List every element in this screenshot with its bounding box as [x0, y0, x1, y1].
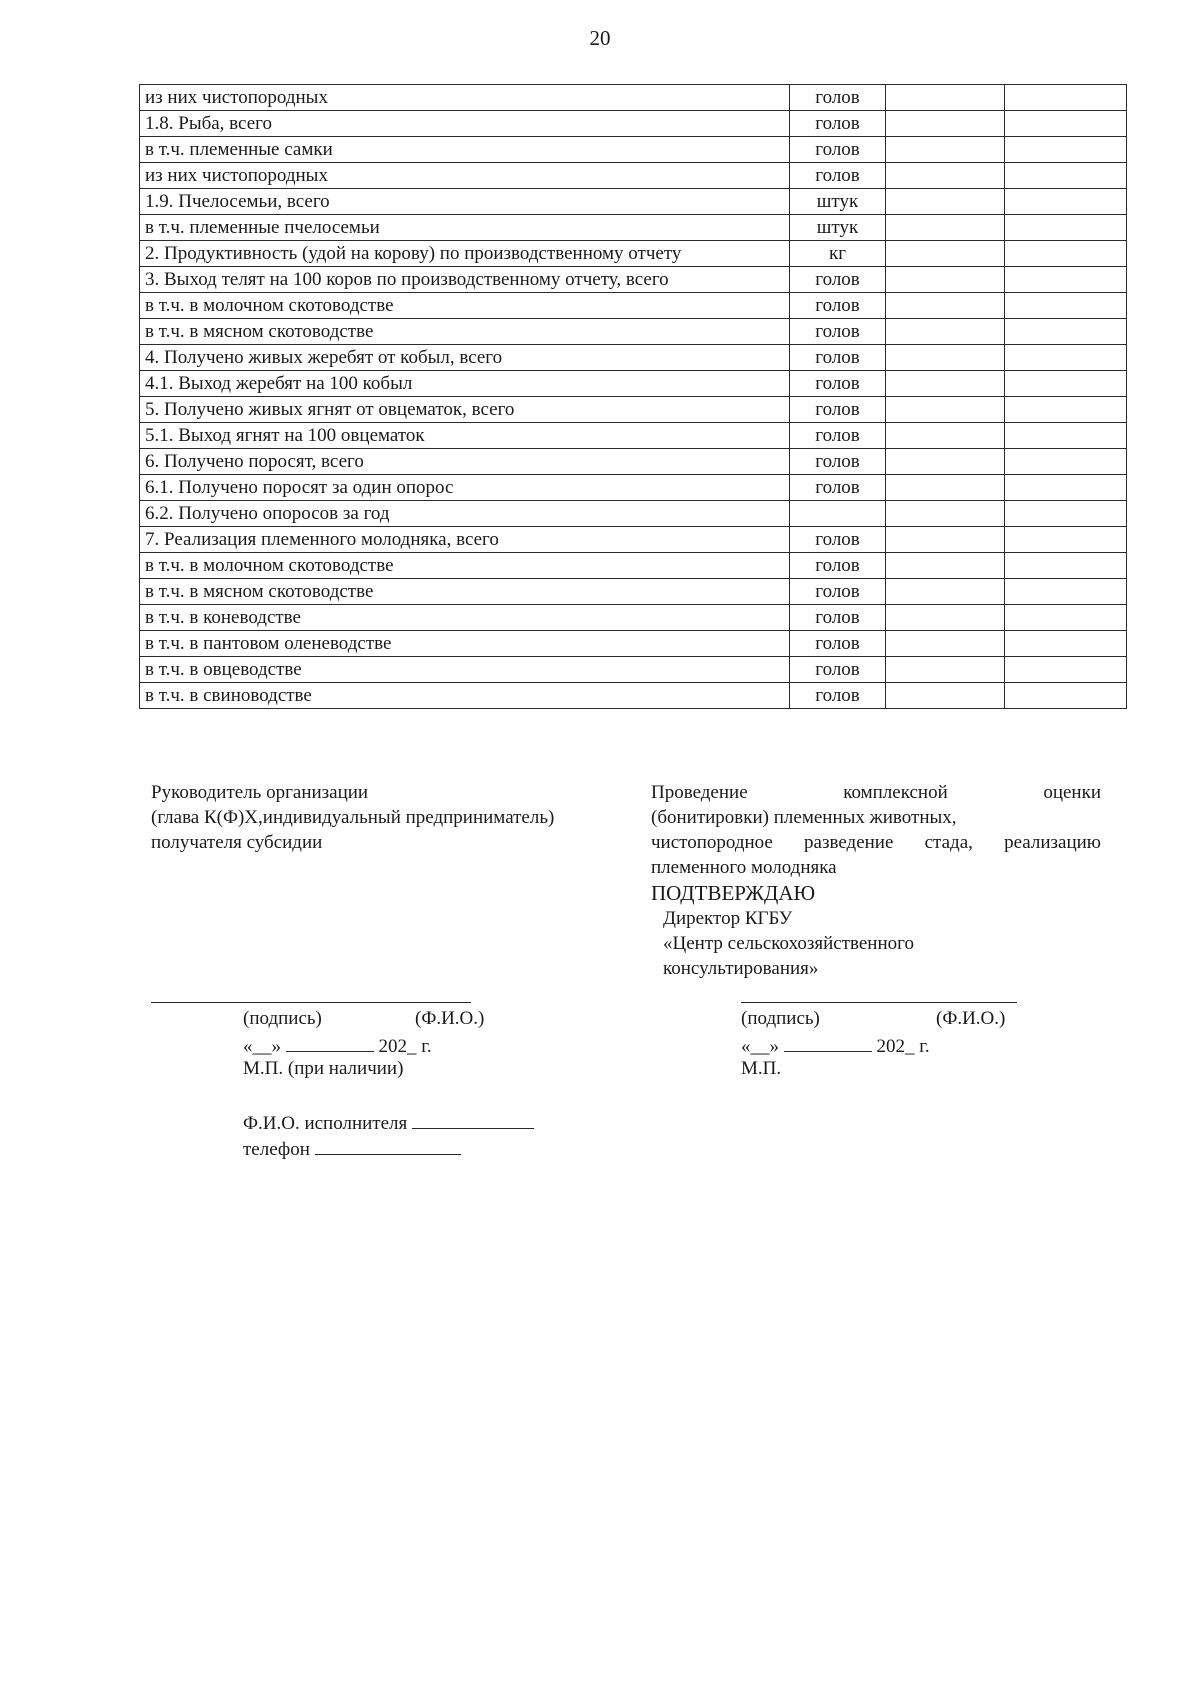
right-signature-caption: (подпись) — [741, 1008, 820, 1029]
value-cell-2[interactable] — [1005, 475, 1127, 501]
unit-cell: голов — [790, 371, 885, 397]
table-row — [140, 475, 1127, 501]
right-signature-line[interactable] — [741, 1002, 1017, 1003]
indicator-name-cell: в т.ч. в коневодстве — [140, 605, 790, 631]
indicator-name-cell: из них чистопородных — [140, 163, 790, 189]
unit-cell: кг — [790, 241, 885, 267]
indicator-name-cell: 6. Получено поросят, всего — [140, 449, 790, 475]
right-date-year: 202_ г. — [876, 1036, 930, 1057]
unit-cell: штук — [790, 189, 885, 215]
unit-cell: голов — [790, 293, 885, 319]
indicator-name-cell: в т.ч. в молочном скотоводстве — [140, 553, 790, 579]
left-title-line-2: (глава К(Ф)Х,индивидуальный предприниматель) — [151, 807, 555, 828]
value-cell-1[interactable] — [885, 605, 1005, 631]
indicator-name-cell: 5. Получено живых ягнят от овцематок, всего — [140, 397, 790, 423]
value-cell-1[interactable] — [885, 267, 1005, 293]
indicator-name-cell: 7. Реализация племенного молодняка, всего — [140, 527, 790, 553]
table-row — [140, 85, 1127, 111]
executor-label: Ф.И.О. исполнителя — [243, 1113, 408, 1134]
value-cell-2[interactable] — [1005, 397, 1127, 423]
value-cell-2[interactable] — [1005, 501, 1127, 527]
phone-label: телефон — [243, 1139, 310, 1160]
right-date-day: «__» — [741, 1036, 779, 1057]
organization-name-line-1: «Центр сельскохозяйственного — [663, 933, 914, 954]
value-cell-2[interactable] — [1005, 345, 1127, 371]
table-row — [140, 137, 1127, 163]
value-cell-1[interactable] — [885, 475, 1005, 501]
left-fio-caption: (Ф.И.О.) — [415, 1008, 485, 1029]
value-cell-2[interactable] — [1005, 111, 1127, 137]
indicator-name-cell: 6.2. Получено опоросов за год — [140, 501, 790, 527]
unit-cell: голов — [790, 423, 885, 449]
table-row — [140, 371, 1127, 397]
left-date-year: 202_ г. — [378, 1036, 432, 1057]
indicator-name-cell: 5.1. Выход ягнят на 100 овцематок — [140, 423, 790, 449]
indicator-name-cell: в т.ч. племенные пчелосемьи — [140, 215, 790, 241]
director-title: Директор КГБУ — [663, 908, 793, 929]
value-cell-1[interactable] — [885, 553, 1005, 579]
unit-cell: голов — [790, 85, 885, 111]
table-row — [140, 267, 1127, 293]
indicator-name-cell: в т.ч. в мясном скотоводстве — [140, 579, 790, 605]
left-title-line-1: Руководитель организации — [151, 782, 369, 803]
executor-blank[interactable] — [412, 1110, 534, 1129]
value-cell-2[interactable] — [1005, 319, 1127, 345]
indicator-name-cell: в т.ч. в молочном скотоводстве — [140, 293, 790, 319]
value-cell-1[interactable] — [885, 683, 1005, 709]
unit-cell: голов — [790, 397, 885, 423]
right-date — [741, 1033, 930, 1058]
left-date — [243, 1033, 432, 1058]
value-cell-2[interactable] — [1005, 137, 1127, 163]
value-cell-1[interactable] — [885, 579, 1005, 605]
right-date-month-blank[interactable] — [784, 1033, 872, 1052]
value-cell-1[interactable] — [885, 527, 1005, 553]
value-cell-2[interactable] — [1005, 189, 1127, 215]
phone-blank[interactable] — [315, 1136, 461, 1155]
left-stamp: М.П. (при наличии) — [243, 1058, 404, 1079]
table-row — [140, 683, 1127, 709]
right-title-line-4: племенного молодняка — [651, 857, 837, 878]
table-row — [140, 241, 1127, 267]
value-cell-2[interactable] — [1005, 605, 1127, 631]
unit-cell: голов — [790, 553, 885, 579]
value-cell-2[interactable] — [1005, 449, 1127, 475]
indicator-name-cell: в т.ч. в овцеводстве — [140, 657, 790, 683]
table-row — [140, 319, 1127, 345]
table-row — [140, 397, 1127, 423]
table-row — [140, 631, 1127, 657]
unit-cell: голов — [790, 475, 885, 501]
table-row — [140, 293, 1127, 319]
confirm-heading: ПОДТВЕРЖДАЮ — [651, 881, 816, 905]
report-table-body — [140, 85, 1127, 709]
value-cell-2[interactable] — [1005, 85, 1127, 111]
table-row — [140, 553, 1127, 579]
value-cell-1[interactable] — [885, 137, 1005, 163]
value-cell-1[interactable] — [885, 85, 1005, 111]
table-row — [140, 605, 1127, 631]
value-cell-1[interactable] — [885, 631, 1005, 657]
indicator-name-cell: 2. Продуктивность (удой на корову) по производственному отчету — [140, 241, 790, 267]
right-signatory-title — [651, 780, 1101, 981]
unit-cell: голов — [790, 579, 885, 605]
value-cell-1[interactable] — [885, 345, 1005, 371]
value-cell-1[interactable] — [885, 449, 1005, 475]
value-cell-1[interactable] — [885, 189, 1005, 215]
unit-cell: голов — [790, 527, 885, 553]
table-row — [140, 215, 1127, 241]
value-cell-1[interactable] — [885, 241, 1005, 267]
value-cell-2[interactable] — [1005, 241, 1127, 267]
value-cell-1[interactable] — [885, 215, 1005, 241]
indicator-name-cell: из них чистопородных — [140, 85, 790, 111]
value-cell-2[interactable] — [1005, 553, 1127, 579]
executor-row — [243, 1110, 534, 1135]
table-row — [140, 501, 1127, 527]
right-stamp: М.П. — [741, 1058, 782, 1079]
value-cell-1[interactable] — [885, 657, 1005, 683]
unit-cell: голов — [790, 345, 885, 371]
table-row — [140, 657, 1127, 683]
value-cell-2[interactable] — [1005, 683, 1127, 709]
value-cell-1[interactable] — [885, 111, 1005, 137]
value-cell-1[interactable] — [885, 501, 1005, 527]
left-signatory-title — [151, 780, 554, 855]
value-cell-2[interactable] — [1005, 371, 1127, 397]
table-row — [140, 163, 1127, 189]
value-cell-1[interactable] — [885, 163, 1005, 189]
value-cell-2[interactable] — [1005, 293, 1127, 319]
value-cell-2[interactable] — [1005, 527, 1127, 553]
indicator-name-cell: 1.9. Пчелосемьи, всего — [140, 189, 790, 215]
value-cell-2[interactable] — [1005, 215, 1127, 241]
indicator-name-cell: в т.ч. в пантовом оленеводстве — [140, 631, 790, 657]
unit-cell: голов — [790, 267, 885, 293]
left-title-line-3: получателя субсидии — [151, 832, 323, 853]
unit-cell: голов — [790, 137, 885, 163]
value-cell-2[interactable] — [1005, 423, 1127, 449]
right-title-line-2: (бонитировки) племенных животных, — [651, 807, 957, 828]
indicator-name-cell: в т.ч. в свиноводстве — [140, 683, 790, 709]
unit-cell: голов — [790, 319, 885, 345]
table-row — [140, 527, 1127, 553]
unit-cell: голов — [790, 449, 885, 475]
unit-cell: голов — [790, 163, 885, 189]
value-cell-2[interactable] — [1005, 631, 1127, 657]
left-signature-line[interactable] — [151, 1002, 471, 1003]
right-fio-caption: (Ф.И.О.) — [936, 1008, 1006, 1029]
indicator-name-cell: в т.ч. племенные самки — [140, 137, 790, 163]
unit-cell: голов — [790, 111, 885, 137]
report-table — [139, 84, 1127, 709]
left-signature-caption: (подпись) — [243, 1008, 322, 1029]
right-title-line-3: чистопородное разведение стада, реализацию — [651, 832, 1101, 853]
unit-cell: штук — [790, 215, 885, 241]
indicator-name-cell: 4. Получено живых жеребят от кобыл, всего — [140, 345, 790, 371]
value-cell-2[interactable] — [1005, 267, 1127, 293]
right-title-line-1: Проведение комплексной оценки — [651, 782, 1101, 803]
indicator-name-cell: в т.ч. в мясном скотоводстве — [140, 319, 790, 345]
indicator-name-cell: 6.1. Получено поросят за один опорос — [140, 475, 790, 501]
unit-cell — [790, 501, 885, 527]
unit-cell: голов — [790, 657, 885, 683]
value-cell-2[interactable] — [1005, 579, 1127, 605]
unit-cell: голов — [790, 683, 885, 709]
table-row — [140, 579, 1127, 605]
unit-cell: голов — [790, 605, 885, 631]
value-cell-2[interactable] — [1005, 657, 1127, 683]
page-number: 20 — [589, 26, 611, 50]
table-row — [140, 111, 1127, 137]
unit-cell: голов — [790, 631, 885, 657]
table-row — [140, 449, 1127, 475]
left-date-day: «__» — [243, 1036, 281, 1057]
table-row — [140, 423, 1127, 449]
table-row — [140, 189, 1127, 215]
phone-row — [243, 1136, 461, 1161]
value-cell-1[interactable] — [885, 319, 1005, 345]
indicator-name-cell: 3. Выход телят на 100 коров по производственному отчету, всего — [140, 267, 790, 293]
value-cell-1[interactable] — [885, 397, 1005, 423]
table-row — [140, 345, 1127, 371]
indicator-name-cell: 4.1. Выход жеребят на 100 кобыл — [140, 371, 790, 397]
organization-name-line-2: консультирования» — [663, 958, 819, 979]
indicator-name-cell: 1.8. Рыба, всего — [140, 111, 790, 137]
value-cell-2[interactable] — [1005, 163, 1127, 189]
value-cell-1[interactable] — [885, 423, 1005, 449]
value-cell-1[interactable] — [885, 293, 1005, 319]
value-cell-1[interactable] — [885, 371, 1005, 397]
left-date-month-blank[interactable] — [286, 1033, 374, 1052]
